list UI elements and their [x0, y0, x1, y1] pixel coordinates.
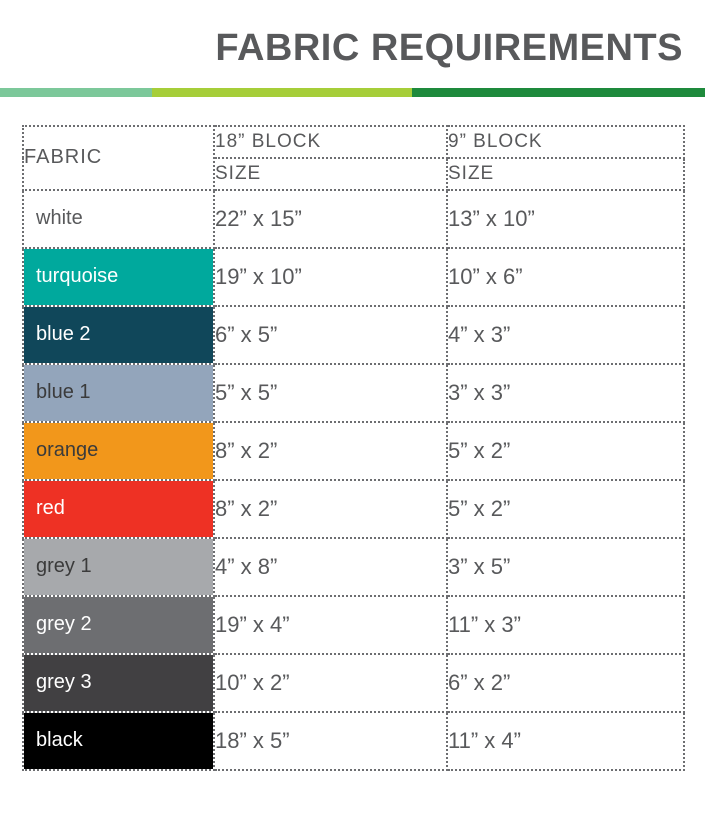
table-body [23, 190, 684, 770]
header-size-18: SIZE [214, 158, 447, 190]
size-18-cell: 10” x 2” [214, 654, 447, 712]
size-9-cell: 5” x 2” [447, 480, 684, 538]
size-18-cell: 8” x 2” [214, 480, 447, 538]
fabric-swatch-cell [23, 538, 214, 596]
fabric-swatch-cell [23, 712, 214, 770]
size-9-cell: 11” x 4” [447, 712, 684, 770]
fabric-name-label: red [24, 481, 213, 537]
size-9-cell: 4” x 3” [447, 306, 684, 364]
fabric-swatch-cell [23, 480, 214, 538]
size-9-cell: 3” x 5” [447, 538, 684, 596]
header-size-9: SIZE [447, 158, 684, 190]
table-row [23, 538, 684, 596]
size-18-cell: 8” x 2” [214, 422, 447, 480]
size-18-cell: 19” x 4” [214, 596, 447, 654]
table-row [23, 654, 684, 712]
fabric-name-label: orange [24, 423, 213, 479]
size-18-cell: 22” x 15” [214, 190, 447, 248]
fabric-name-label: turquoise [24, 249, 213, 305]
table-header-row-block [23, 126, 684, 158]
size-9-cell: 11” x 3” [447, 596, 684, 654]
size-9-cell: 10” x 6” [447, 248, 684, 306]
size-18-cell: 4” x 8” [214, 538, 447, 596]
table-header [23, 126, 684, 190]
fabric-swatch-cell [23, 248, 214, 306]
fabric-name-label: blue 2 [24, 307, 213, 363]
size-18-cell: 5” x 5” [214, 364, 447, 422]
fabric-swatch-cell [23, 596, 214, 654]
fabric-name-label: grey 1 [24, 539, 213, 595]
header-block-18: 18” BLOCK [214, 126, 447, 158]
header-fabric: FABRIC [23, 126, 214, 190]
fabric-name-label: white [24, 191, 213, 247]
bar-segment-lime [152, 88, 413, 97]
size-18-cell: 6” x 5” [214, 306, 447, 364]
size-18-cell: 19” x 10” [214, 248, 447, 306]
fabric-name-label: grey 2 [24, 597, 213, 653]
fabric-swatch-cell [23, 306, 214, 364]
size-18-cell: 18” x 5” [214, 712, 447, 770]
fabric-swatch-cell [23, 654, 214, 712]
table-row [23, 364, 684, 422]
table-row [23, 422, 684, 480]
table-row [23, 306, 684, 364]
decorative-color-bar [0, 88, 705, 97]
size-9-cell: 13” x 10” [447, 190, 684, 248]
fabric-name-label: black [24, 713, 213, 769]
fabric-name-label: blue 1 [24, 365, 213, 421]
table-row [23, 480, 684, 538]
fabric-requirements-table [22, 125, 685, 771]
size-9-cell: 6” x 2” [447, 654, 684, 712]
fabric-swatch-cell [23, 190, 214, 248]
table-row [23, 248, 684, 306]
page-title: FABRIC REQUIREMENTS [215, 27, 683, 69]
bar-segment-dark-green [412, 88, 705, 97]
header-block-9: 9” BLOCK [447, 126, 684, 158]
fabric-name-label: grey 3 [24, 655, 213, 711]
table-row [23, 712, 684, 770]
table-row [23, 596, 684, 654]
fabric-swatch-cell [23, 422, 214, 480]
fabric-swatch-cell [23, 364, 214, 422]
table-row [23, 190, 684, 248]
size-9-cell: 3” x 3” [447, 364, 684, 422]
size-9-cell: 5” x 2” [447, 422, 684, 480]
bar-segment-light-green [0, 88, 152, 97]
